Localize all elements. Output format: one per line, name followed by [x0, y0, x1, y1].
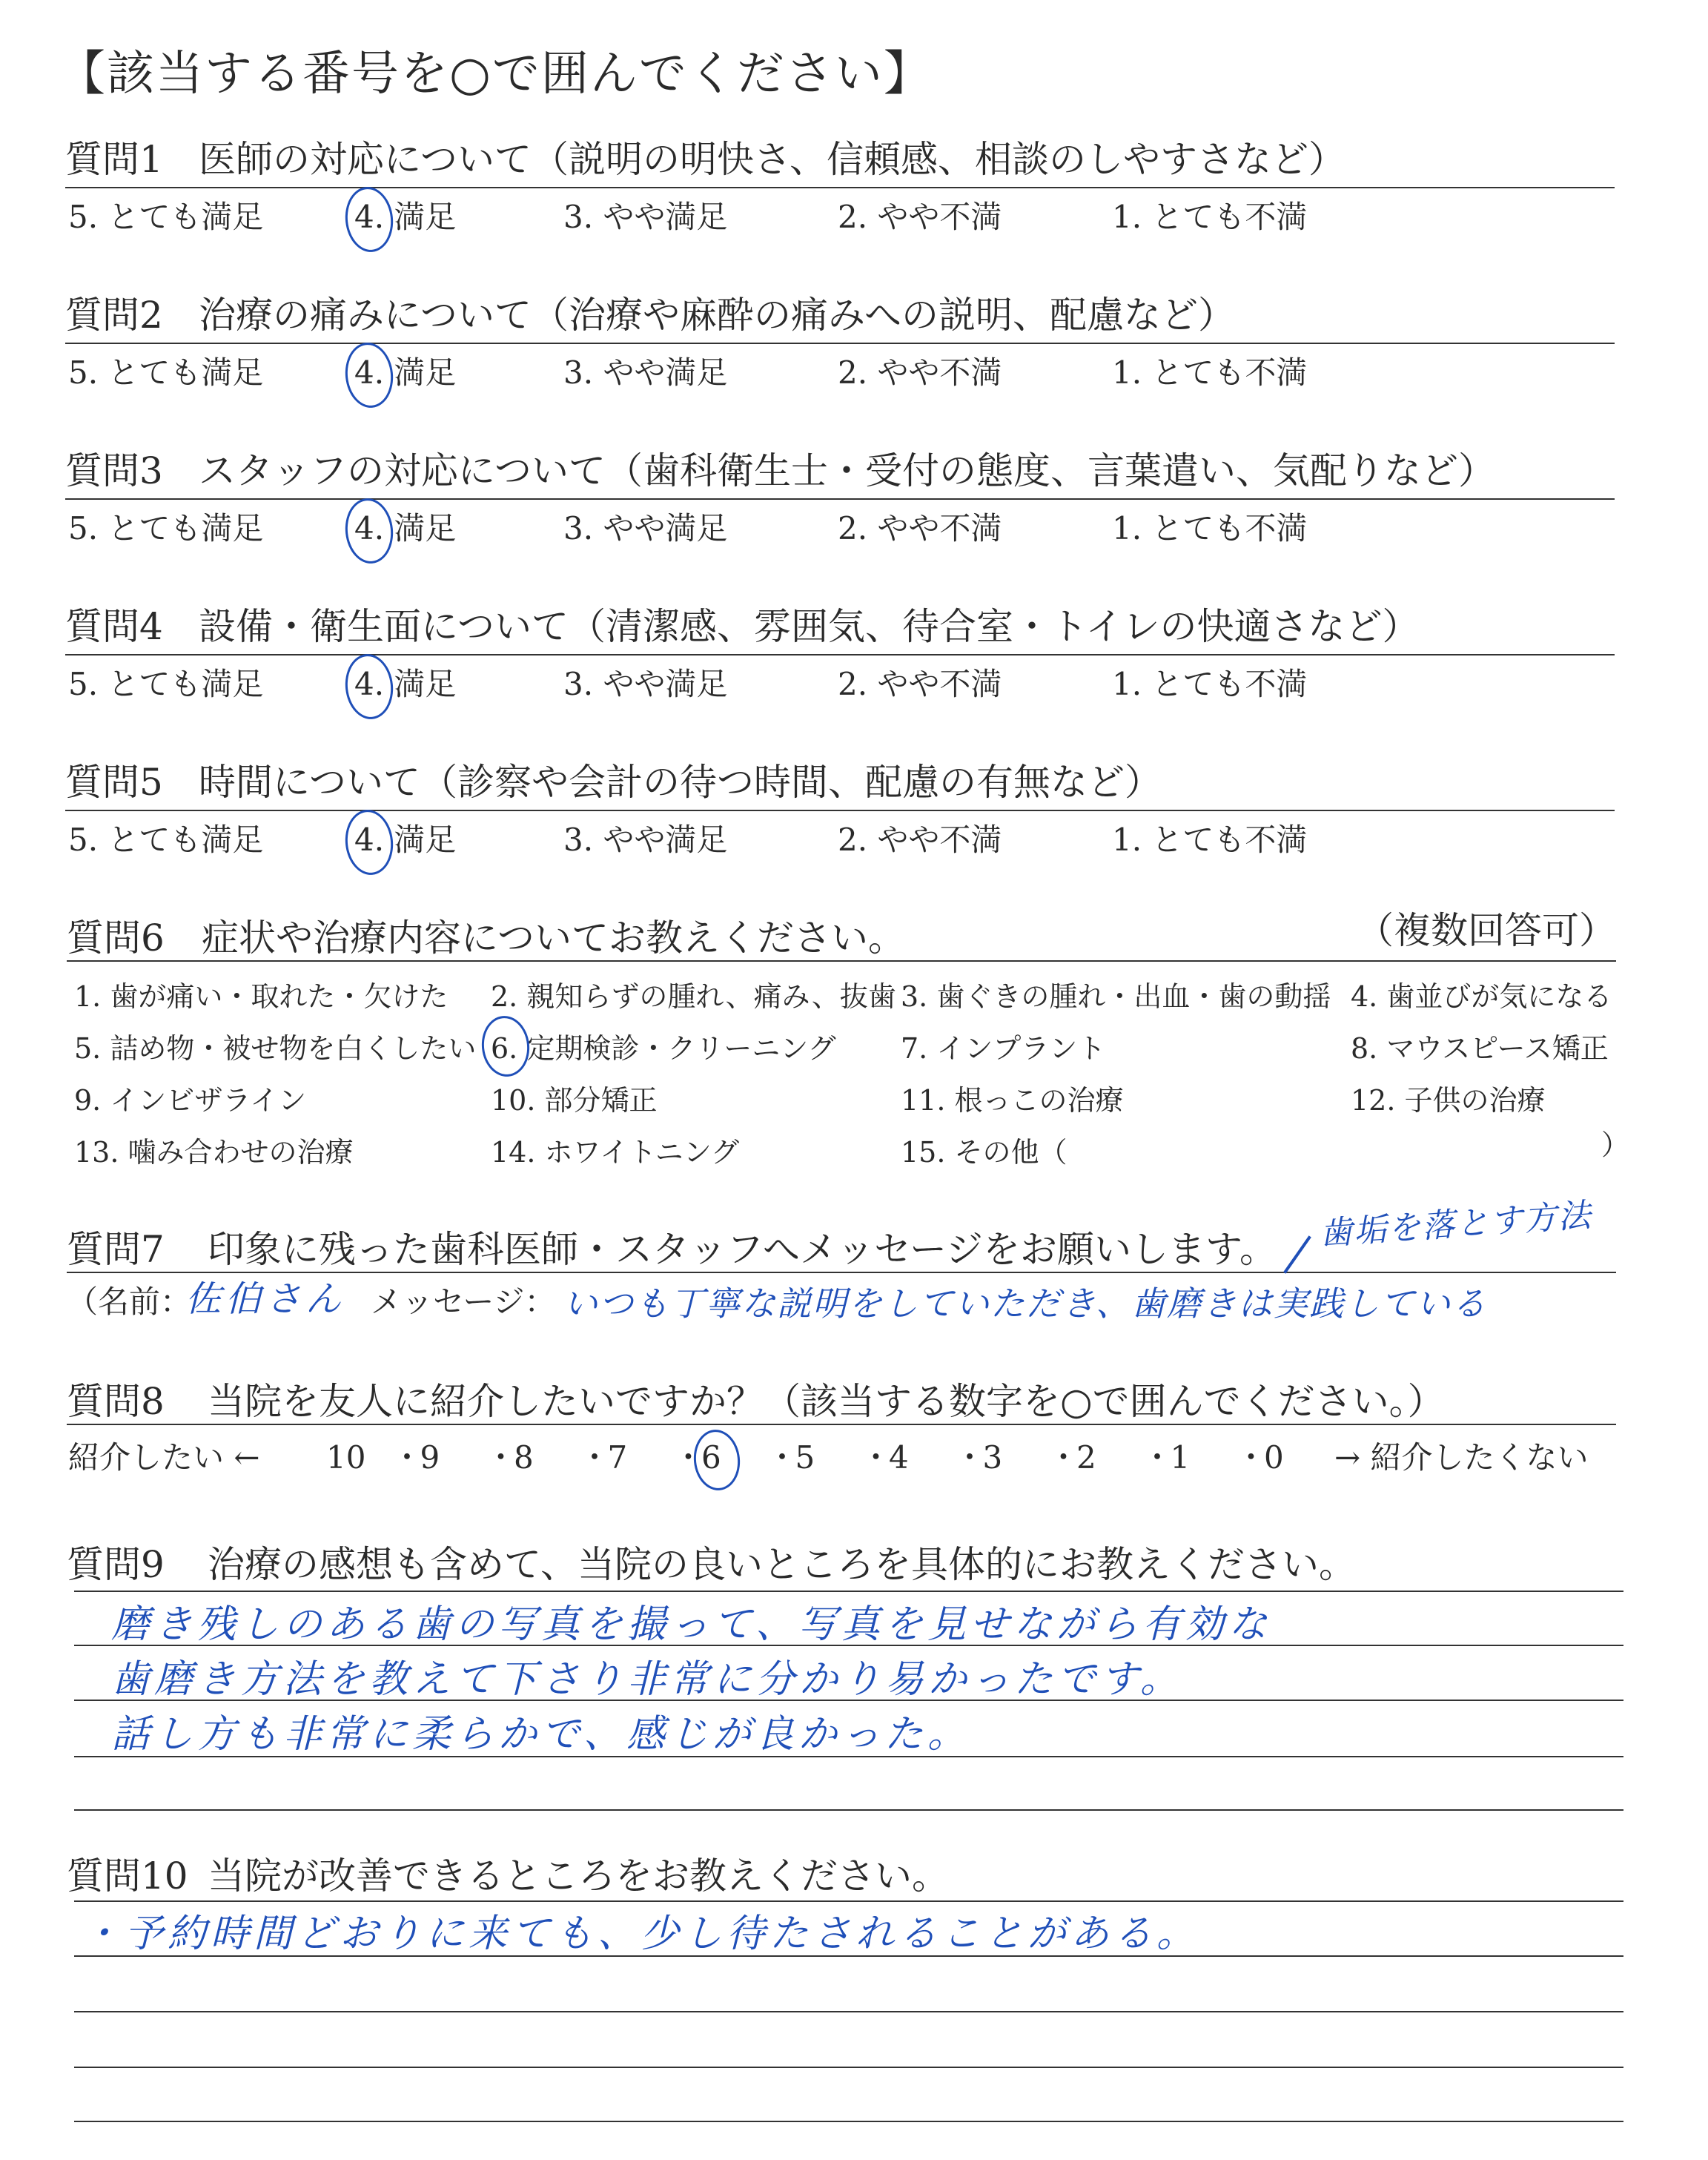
q1-option-2[interactable]: 2. やや不満: [838, 199, 1002, 235]
q6-option-8[interactable]: 8. マウスピース矯正: [1351, 1032, 1609, 1065]
q8-number-8[interactable]: 8: [514, 1439, 534, 1476]
q7-name-label: （名前：: [67, 1284, 192, 1320]
q6-option-5[interactable]: 5. 詰め物・被せ物を白くしたい: [74, 1032, 477, 1065]
q6-option-1[interactable]: 1. 歯が痛い・取れた・欠けた: [74, 980, 448, 1013]
q7-message-label: メッセージ：: [371, 1284, 556, 1320]
q9-answer-line-1[interactable]: 磨き残しのある歯の写真を撮って、写真を見せながら有効な: [111, 1602, 1271, 1647]
q7-text: 印象に残った歯科医師・スタッフへメッセージをお願いします。: [208, 1228, 1277, 1271]
q1-answer-circle[interactable]: [342, 185, 397, 254]
q8-separator-dot: ・: [672, 1439, 704, 1476]
q8-separator-dot: ・: [767, 1439, 798, 1476]
q2-text: 治療の痛みについて（治療や麻酔の痛みへの説明、配慮など）: [199, 294, 1235, 337]
q6-close-paren: ）: [1601, 1129, 1630, 1161]
q9-writing-line-5: [74, 1809, 1623, 1811]
q6-option-12[interactable]: 12. 子供の治療: [1351, 1084, 1546, 1117]
q7-message-value[interactable]: いつも丁寧な説明をしていただき、歯磨きは実践している: [563, 1284, 1488, 1324]
q8-number-6[interactable]: 6: [701, 1439, 721, 1476]
q10-writing-line-1: [74, 1900, 1623, 1902]
q3-option-3[interactable]: 3. やや満足: [563, 510, 728, 546]
q8-separator-dot: ・: [579, 1439, 611, 1476]
page-title: 【該当する番号を○で囲んでください】: [58, 47, 933, 102]
q1-text: 医師の対応について（説明の明快さ、信頼感、相談のしやすさなど）: [199, 138, 1345, 181]
q2-rule: [65, 343, 1615, 344]
q6-option-2[interactable]: 2. 親知らずの腫れ、痛み、抜歯: [491, 980, 896, 1013]
q3-text: スタッフの対応について（歯科衛生士・受付の態度、言葉遣い、気配りなど）: [199, 449, 1495, 492]
q2-option-3[interactable]: 3. やや満足: [563, 354, 728, 391]
q8-number-10[interactable]: 10: [326, 1439, 366, 1476]
q3-option-5[interactable]: 5. とても満足: [68, 510, 264, 546]
q10-answer-line-1[interactable]: ・予約時間どおりに来ても、少し待たされることがある。: [82, 1912, 1200, 1956]
q8-number-2[interactable]: 2: [1076, 1439, 1096, 1476]
q3-rule: [65, 498, 1615, 500]
insert-caret-mark: [1283, 1235, 1311, 1273]
q2-option-2[interactable]: 2. やや不満: [838, 354, 1002, 391]
q1-option-4[interactable]: 4. 満足: [354, 199, 457, 235]
q5-text: 時間について（診察や会計の待つ時間、配慮の有無など）: [199, 761, 1162, 804]
q1-option-3[interactable]: 3. やや満足: [563, 199, 728, 235]
q8-separator-dot: ・: [1142, 1439, 1174, 1476]
q9-writing-line-1: [74, 1591, 1623, 1592]
q10-label: 質問10: [67, 1855, 188, 1898]
q8-rule: [67, 1424, 1616, 1425]
q8-number-0[interactable]: 0: [1264, 1439, 1284, 1476]
q2-option-5[interactable]: 5. とても満足: [68, 354, 264, 391]
q3-option-1[interactable]: 1. とても不満: [1112, 510, 1308, 546]
q8-left-label: 紹介したい ←: [68, 1439, 260, 1476]
q3-option-4[interactable]: 4. 満足: [354, 510, 457, 546]
q6-option-15[interactable]: 15. その他（: [901, 1136, 1068, 1169]
q9-answer-line-2[interactable]: 歯磨き方法を教えて下さり非常に分かり易かったです。: [111, 1657, 1183, 1702]
q6-option-9[interactable]: 9. インビザライン: [74, 1084, 307, 1117]
q5-option-4[interactable]: 4. 満足: [354, 822, 457, 858]
q6-option-13[interactable]: 13. 噛み合わせの治療: [74, 1136, 354, 1169]
q2-option-4[interactable]: 4. 満足: [354, 354, 457, 391]
q5-option-3[interactable]: 3. やや満足: [563, 822, 728, 858]
q1-rule: [65, 187, 1615, 188]
q8-number-5[interactable]: 5: [795, 1439, 815, 1476]
q7-rule: [67, 1272, 1616, 1273]
q4-option-1[interactable]: 1. とても不満: [1112, 666, 1308, 702]
q6-label: 質問6: [67, 916, 165, 960]
q8-right-label: → 紹介したくない: [1334, 1439, 1589, 1476]
q6-note: （複数回答可）: [1357, 909, 1616, 952]
q8-number-4[interactable]: 4: [889, 1439, 909, 1476]
q6-answer-circle[interactable]: [479, 1014, 532, 1079]
q6-option-3[interactable]: 3. 歯ぐきの腫れ・出血・歯の動揺: [901, 980, 1331, 1013]
q2-option-1[interactable]: 1. とても不満: [1112, 354, 1308, 391]
q1-label: 質問1: [65, 138, 163, 181]
q8-separator-dot: ・: [1047, 1439, 1079, 1476]
q4-rule: [65, 654, 1615, 655]
q3-option-2[interactable]: 2. やや不満: [838, 510, 1002, 546]
q5-option-2[interactable]: 2. やや不満: [838, 822, 1002, 858]
q5-answer-circle[interactable]: [342, 807, 397, 877]
q8-number-9[interactable]: 9: [420, 1439, 440, 1476]
q6-option-14[interactable]: 14. ホワイトニング: [491, 1136, 740, 1169]
q8-number-1[interactable]: 1: [1170, 1439, 1191, 1476]
q4-answer-circle[interactable]: [342, 652, 397, 721]
q2-label: 質問2: [65, 294, 163, 337]
q8-separator-dot: ・: [1235, 1439, 1267, 1476]
q3-label: 質問3: [65, 449, 163, 492]
q7-label: 質問7: [67, 1228, 165, 1271]
q6-option-7[interactable]: 7. インプラント: [901, 1032, 1106, 1065]
q3-answer-circle[interactable]: [342, 496, 397, 566]
q8-separator-dot: ・: [954, 1439, 986, 1476]
q8-answer-circle[interactable]: [691, 1427, 743, 1493]
q9-answer-line-3[interactable]: 話し方も非常に柔らかで、感じが良かった。: [111, 1712, 970, 1757]
q6-option-4[interactable]: 4. 歯並びが気になる: [1351, 980, 1612, 1013]
q10-writing-line-3: [74, 2011, 1623, 2012]
q4-text: 設備・衛生面について（清潔感、雰囲気、待合室・トイレの快適さなど）: [199, 605, 1420, 648]
q1-option-1[interactable]: 1. とても不満: [1112, 199, 1308, 235]
q4-label: 質問4: [65, 605, 163, 648]
q2-answer-circle[interactable]: [342, 340, 397, 410]
q8-number-7[interactable]: 7: [607, 1439, 628, 1476]
q8-separator-dot: ・: [391, 1439, 423, 1476]
q4-option-3[interactable]: 3. やや満足: [563, 666, 728, 702]
q8-separator-dot: ・: [485, 1439, 517, 1476]
q5-option-1[interactable]: 1. とても不満: [1112, 822, 1308, 858]
q8-label: 質問8: [67, 1380, 165, 1423]
q8-text: 当院を友人に紹介したいですか？（該当する数字を○で囲んでください。）: [208, 1380, 1445, 1423]
q8-separator-dot: ・: [860, 1439, 892, 1476]
q7-message-insert[interactable]: 歯垢を落とす方法: [1318, 1196, 1594, 1253]
q5-rule: [65, 810, 1615, 811]
q4-option-5[interactable]: 5. とても満足: [68, 666, 264, 702]
q6-option-10[interactable]: 10. 部分矯正: [491, 1084, 658, 1117]
q1-option-5[interactable]: 5. とても満足: [68, 199, 264, 235]
q5-option-5[interactable]: 5. とても満足: [68, 822, 264, 858]
q9-text: 治療の感想も含めて、当院の良いところを具体的にお教えください。: [208, 1543, 1356, 1586]
q9-label: 質問9: [67, 1543, 165, 1586]
q10-text: 当院が改善できるところをお教えください。: [208, 1855, 949, 1898]
q5-label: 質問5: [65, 761, 163, 804]
q4-option-4[interactable]: 4. 満足: [354, 666, 457, 702]
q7-name-value[interactable]: 佐伯さん: [185, 1278, 346, 1320]
q10-writing-line-4: [74, 2067, 1623, 2068]
q10-writing-line-5: [74, 2121, 1623, 2122]
q6-option-11[interactable]: 11. 根っこの治療: [901, 1084, 1124, 1117]
q4-option-2[interactable]: 2. やや不満: [838, 666, 1002, 702]
q6-rule: [67, 960, 1616, 962]
q8-number-3[interactable]: 3: [982, 1439, 1003, 1476]
q6-text: 症状や治療内容についてお教えください。: [202, 916, 905, 960]
q6-option-6[interactable]: 6. 定期検診・クリーニング: [491, 1032, 836, 1065]
